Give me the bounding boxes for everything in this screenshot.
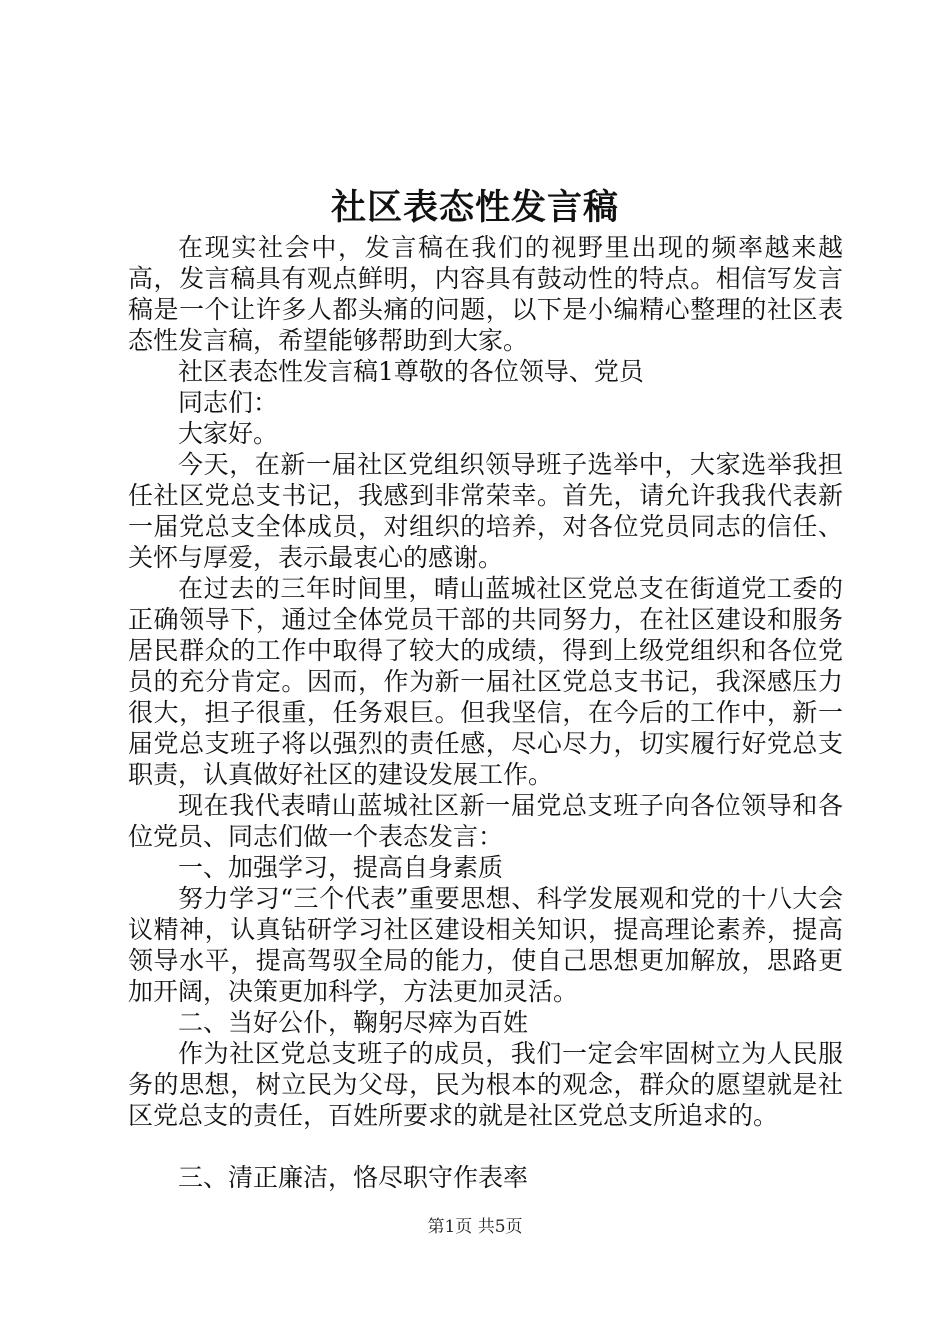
document-body — [128, 232, 843, 1193]
document-title: 社区表态性发言稿 — [330, 187, 619, 228]
paragraph-election: 今天，在新一届社区党组织领导班子选举中，大家选举我担任社区党总支书记，我感到非常荣幸。首先，请允许我我代表新一届党总支全体成员，对组织的培养，对各位党员同志的信任、关怀与厚爱，表示最衷心的感谢。 — [128, 450, 843, 572]
paragraph-section-2: 作为社区党总支班子的成员，我们一定会牢固树立为人民服务的思想，树立民为父母，民为根本的观念，群众的愿望就是社区党总支的责任，百姓所要求的就是社区党总支所追求的。 — [128, 1039, 843, 1130]
paragraph-greeting: 大家好。 — [178, 419, 279, 448]
paragraph-statement-intro: 现在我代表晴山蓝城社区新一届党总支班子向各位领导和各位党员、同志们做一个表态发言： — [128, 791, 843, 851]
section-heading-1: 一、加强学习，提高自身素质 — [178, 853, 504, 882]
paragraph-spacer — [128, 1131, 843, 1162]
page-footer: 第1页 共5页 — [427, 1217, 523, 1237]
paragraph-intro: 在现实社会中，发言稿在我们的视野里出现的频率越来越高，发言稿具有观点鲜明，内容具有鼓动性的特点。相信写发言稿是一个让许多人都头痛的问题，以下是小编精心整理的社区表态性发言稿，希望能够帮助到大家。 — [128, 233, 843, 355]
paragraph-section-1: 努力学习“三个代表”重要思想、科学发展观和党的十八大会议精神，认真钻研学习社区建设相关知识，提高理论素养，提高领导水平，提高驾驭全局的能力，使自己思想更加解放，思路更加开阔，决策更加科学，方法更加灵活。 — [128, 884, 843, 1006]
paragraph-salutation-heading: 社区表态性发言稿1尊敬的各位领导、党员 — [178, 357, 644, 386]
section-heading-3: 三、清正廉洁，恪尽职守作表率 — [178, 1163, 529, 1192]
paragraph-past-years: 在过去的三年时间里，晴山蓝城社区党总支在街道党工委的正确领导下，通过全体党员干部的共同努力，在社区建设和服务居民群众的工作中取得了较大的成绩，得到上级党组织和各位党员的充分肯定。因而，作为新一届社区党总支书记，我深感压力很大，担子很重，任务艰巨。但我坚信，在今后的工作中，新一届党总支班子将以强烈的责任感，尽心尽力，切实履行好党总支职责，认真做好社区的建设发展工作。 — [128, 574, 843, 789]
section-heading-2: 二、当好公仆，鞠躬尽瘁为百姓 — [178, 1008, 529, 1037]
paragraph-salutation-comrades: 同志们： — [178, 388, 279, 417]
